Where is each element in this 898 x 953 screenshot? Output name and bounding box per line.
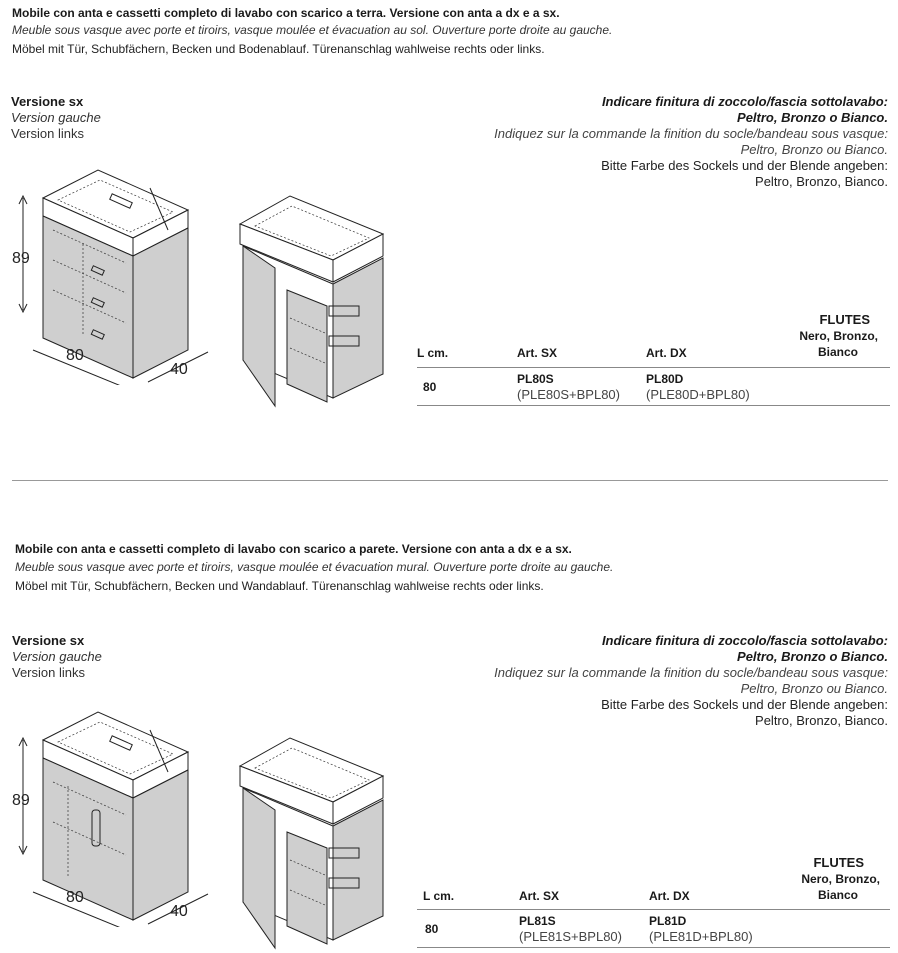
dim-width: 80 [66, 889, 84, 906]
section-1-title-it: Mobile con anta e cassetti completo di lavabo con scarico a terra. Versione con anta a dx e a sx. [12, 6, 560, 20]
section-2-title-fr: Meuble sous vasque avec porte et tiroirs, vasque moulée et évacuation mural. Ouverture porte droite au gauche. [15, 560, 614, 574]
row-sx-sub: (PLE81S+BPL80) [519, 929, 622, 944]
section-1-title-fr: Meuble sous vasque avec porte et tiroirs, vasque moulée et évacuation au sol. Ouverture porte droite au gauche. [12, 23, 613, 37]
row-dx-sub: (PLE81D+BPL80) [649, 929, 753, 944]
row-sx-code: PL80S [517, 372, 554, 386]
col-header-sx: Art. SX [519, 889, 560, 903]
row-sx-sub: (PLE80S+BPL80) [517, 387, 620, 402]
note-de-2: Peltro, Bronzo, Bianco. [755, 174, 888, 189]
row-dx-sub: (PLE80D+BPL80) [646, 387, 750, 402]
note-de-1: Bitte Farbe des Sockels und der Blende angeben: [601, 697, 888, 712]
section-2-title-it: Mobile con anta e cassetti completo di lavabo con scarico a parete. Versione con anta a dx e a sx. [15, 542, 572, 556]
version-label-it: Versione sx [11, 94, 84, 109]
note-fr-2: Peltro, Bronzo ou Bianco. [740, 142, 888, 157]
col-header-l: L cm. [417, 346, 449, 360]
section-2-title-de: Möbel mit Tür, Schubfächern, Becken und Wandablauf. Türenanschlag wahlweise rechts oder links. [15, 579, 544, 593]
dim-height: 89 [12, 792, 30, 809]
note-it-2: Peltro, Bronzo o Bianco. [737, 110, 888, 125]
col-header-flutes: FLUTES [819, 312, 870, 327]
row-length: 80 [425, 922, 439, 936]
col-header-flutes-sub2: Bianco [817, 345, 858, 359]
version-label-fr: Version gauche [12, 649, 102, 664]
col-header-dx: Art. DX [649, 889, 690, 903]
col-header-flutes: FLUTES [813, 855, 864, 870]
finish-note [418, 94, 888, 190]
section-divider [12, 480, 888, 481]
dim-width: 80 [66, 347, 84, 364]
col-header-sx: Art. SX [517, 346, 558, 360]
dim-height: 89 [12, 250, 30, 267]
col-header-dx: Art. DX [646, 346, 687, 360]
note-fr-1: Indiquez sur la commande la finition du socle/bandeau sous vasque: [494, 126, 888, 141]
row-sx-code: PL81S [519, 914, 556, 928]
col-header-flutes-sub2: Bianco [817, 888, 858, 902]
version-label-fr: Version gauche [11, 110, 101, 125]
col-header-flutes-sub1: Nero, Bronzo, [799, 329, 878, 343]
finish-note [418, 633, 888, 729]
col-header-l: L cm. [423, 889, 455, 903]
section-1-title-de: Möbel mit Tür, Schubfächern, Becken und Bodenablauf. Türenanschlag wahlweise rechts oder links. [12, 42, 545, 56]
note-fr-2: Peltro, Bronzo ou Bianco. [740, 681, 888, 696]
note-it-1: Indicare finitura di zoccolo/fascia sottolavabo: [601, 633, 888, 648]
version-label-de: Version links [12, 665, 85, 680]
row-length: 80 [423, 380, 437, 394]
version-label-de: Version links [11, 126, 84, 141]
row-dx-code: PL80D [646, 372, 684, 386]
cabinet-drawing-open [235, 730, 395, 952]
version-label-it: Versione sx [12, 633, 85, 648]
note-fr-1: Indiquez sur la commande la finition du socle/bandeau sous vasque: [494, 665, 888, 680]
cabinet-drawing-open [235, 188, 395, 410]
cabinet-drawing-front [8, 702, 218, 927]
cabinet-drawing-front [8, 160, 218, 385]
note-it-2: Peltro, Bronzo o Bianco. [737, 649, 888, 664]
note-de-1: Bitte Farbe des Sockels und der Blende angeben: [601, 158, 888, 173]
row-dx-code: PL81D [649, 914, 687, 928]
note-de-2: Peltro, Bronzo, Bianco. [755, 713, 888, 728]
col-header-flutes-sub1: Nero, Bronzo, [801, 872, 880, 886]
dim-depth: 40 [170, 903, 188, 920]
note-it-1: Indicare finitura di zoccolo/fascia sottolavabo: [601, 94, 888, 109]
dim-depth: 40 [170, 361, 188, 378]
